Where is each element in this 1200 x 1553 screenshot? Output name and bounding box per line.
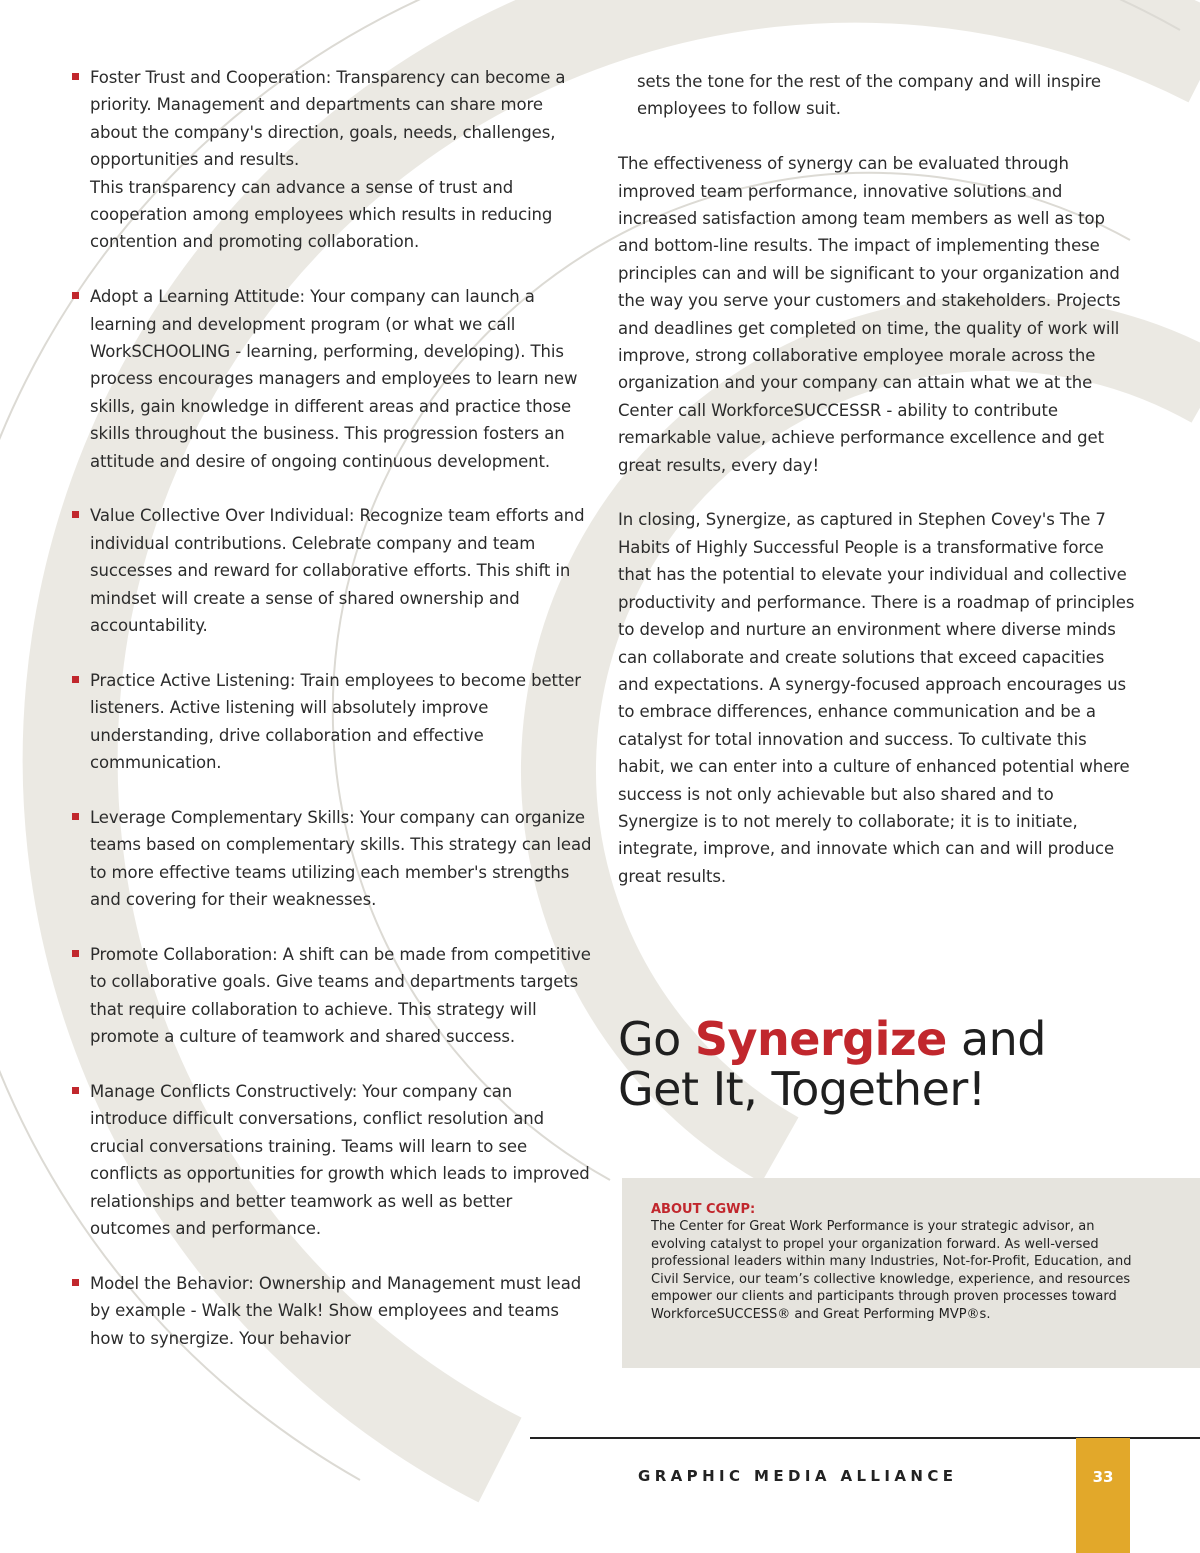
list-item: Value Collective Over Individual: Recognize team efforts and individual contributions. Celebrate company and team successes and reward for collaborative efforts. This shift in mindset will create a sense of shared ownership and accountability.	[72, 502, 592, 639]
list-item: Foster Trust and Cooperation: Transparency can become a priority. Management and departments can share more about the company's direction, goals, needs, challenges, opportunities and results. This transparency can advance a sense of trust and cooperation among employees which results in reducing contention and promoting collaboration.	[72, 64, 592, 256]
bullet-square-icon	[72, 1087, 79, 1094]
headline-accent: Synergize	[694, 1012, 947, 1066]
body-paragraph: In closing, Synergize, as captured in Stephen Covey's The 7 Habits of Highly Successful People is a transformative force that has the potential to elevate your individual and collective productivity and performance. There is a roadmap of principles to develop and nurture an environment where diverse minds can collaborate and create solutions that exceed capacities and expectations. A synergy-focused approach encourages us to embrace differences, enhance communication and be a catalyst for total innovation and success. To cultivate this habit, we can enter into a culture of enhanced potential where success is not only achievable but also shared and to Synergize is to not merely to collaborate; it is to initiate, integrate, improve, and innovate which can and will produce great results.	[618, 510, 1135, 886]
bullet-square-icon	[72, 676, 79, 683]
bullet-square-icon	[72, 292, 79, 299]
footer-brand: GRAPHIC MEDIA ALLIANCE	[638, 1467, 958, 1485]
bullet-square-icon	[72, 73, 79, 80]
list-item: Adopt a Learning Attitude: Your company can launch a learning and development program (or what we call WorkSCHOOLING - learning, performing, developing). This process encourages managers and employees to learn new skills, gain knowledge in different areas and practice those skills throughout the business. This progression fosters an attitude and desire of ongoing continuous development.	[72, 283, 592, 475]
about-title: ABOUT CGWP:	[651, 1202, 756, 1217]
page-number: 33	[1092, 1468, 1114, 1486]
page-headline: Go Synergize and Get It, Together!	[618, 1012, 1047, 1116]
list-item: Practice Active Listening: Train employees to become better listeners. Active listening will absolutely improve understanding, drive collaboration and effective communication.	[72, 667, 592, 777]
left-column	[72, 64, 592, 1379]
page-number-tab	[1076, 1438, 1130, 1553]
list-item: Manage Conflicts Constructively: Your company can introduce difficult conversations, conflict resolution and crucial conversations training. Teams will learn to see conflicts as opportunities for growth which leads to improved relationships and better teamwork as well as better outcomes and performance.	[72, 1078, 592, 1242]
list-item: Model the Behavior: Ownership and Management must lead by example - Walk the Walk! Show employees and teams how to synergize. Your behavior	[72, 1270, 592, 1352]
right-column	[618, 68, 1138, 918]
bullet-square-icon	[72, 511, 79, 518]
bullet-continuation: sets the tone for the rest of the company and will inspire employees to follow suit.	[637, 72, 1101, 119]
bullet-square-icon	[72, 1279, 79, 1286]
strategy-list	[72, 64, 592, 1352]
bullet-square-icon	[72, 813, 79, 820]
about-text: The Center for Great Work Performance is your strategic advisor, an evolving catalyst to propel your organization forward. As well-versed professional leaders within many Industries, Not-for-Profit, Education, and Civil Service, our team’s collective knowledge, experience, and resources empower our clients and participants through proven processes toward WorkforceSUCCESS® and Great Performing MVP®s.	[651, 1219, 1132, 1322]
body-paragraph: The effectiveness of synergy can be evaluated through improved team performance, innovative solutions and increased satisfaction among team members as well as top and bottom-line results. The impact of implementing these principles can and will be significant to your organization and the way you serve your customers and stakeholders. Projects and deadlines get completed on time, the quality of work will improve, strong collaborative employee morale across the organization and your company can attain what we at the Center call WorkforceSUCCESSR - ability to contribute remarkable value, achieve performance excellence and get great results, every day!	[618, 154, 1121, 475]
list-item: Leverage Complementary Skills: Your company can organize teams based on complementary skills. This strategy can lead to more effective teams utilizing each member's strengths and covering for their weaknesses.	[72, 804, 592, 914]
list-item: Promote Collaboration: A shift can be made from competitive to collaborative goals. Give teams and departments targets that require collaboration to achieve. This strategy will promote a culture of teamwork and shared success.	[72, 941, 592, 1051]
bullet-square-icon	[72, 950, 79, 957]
about-box	[622, 1178, 1200, 1368]
